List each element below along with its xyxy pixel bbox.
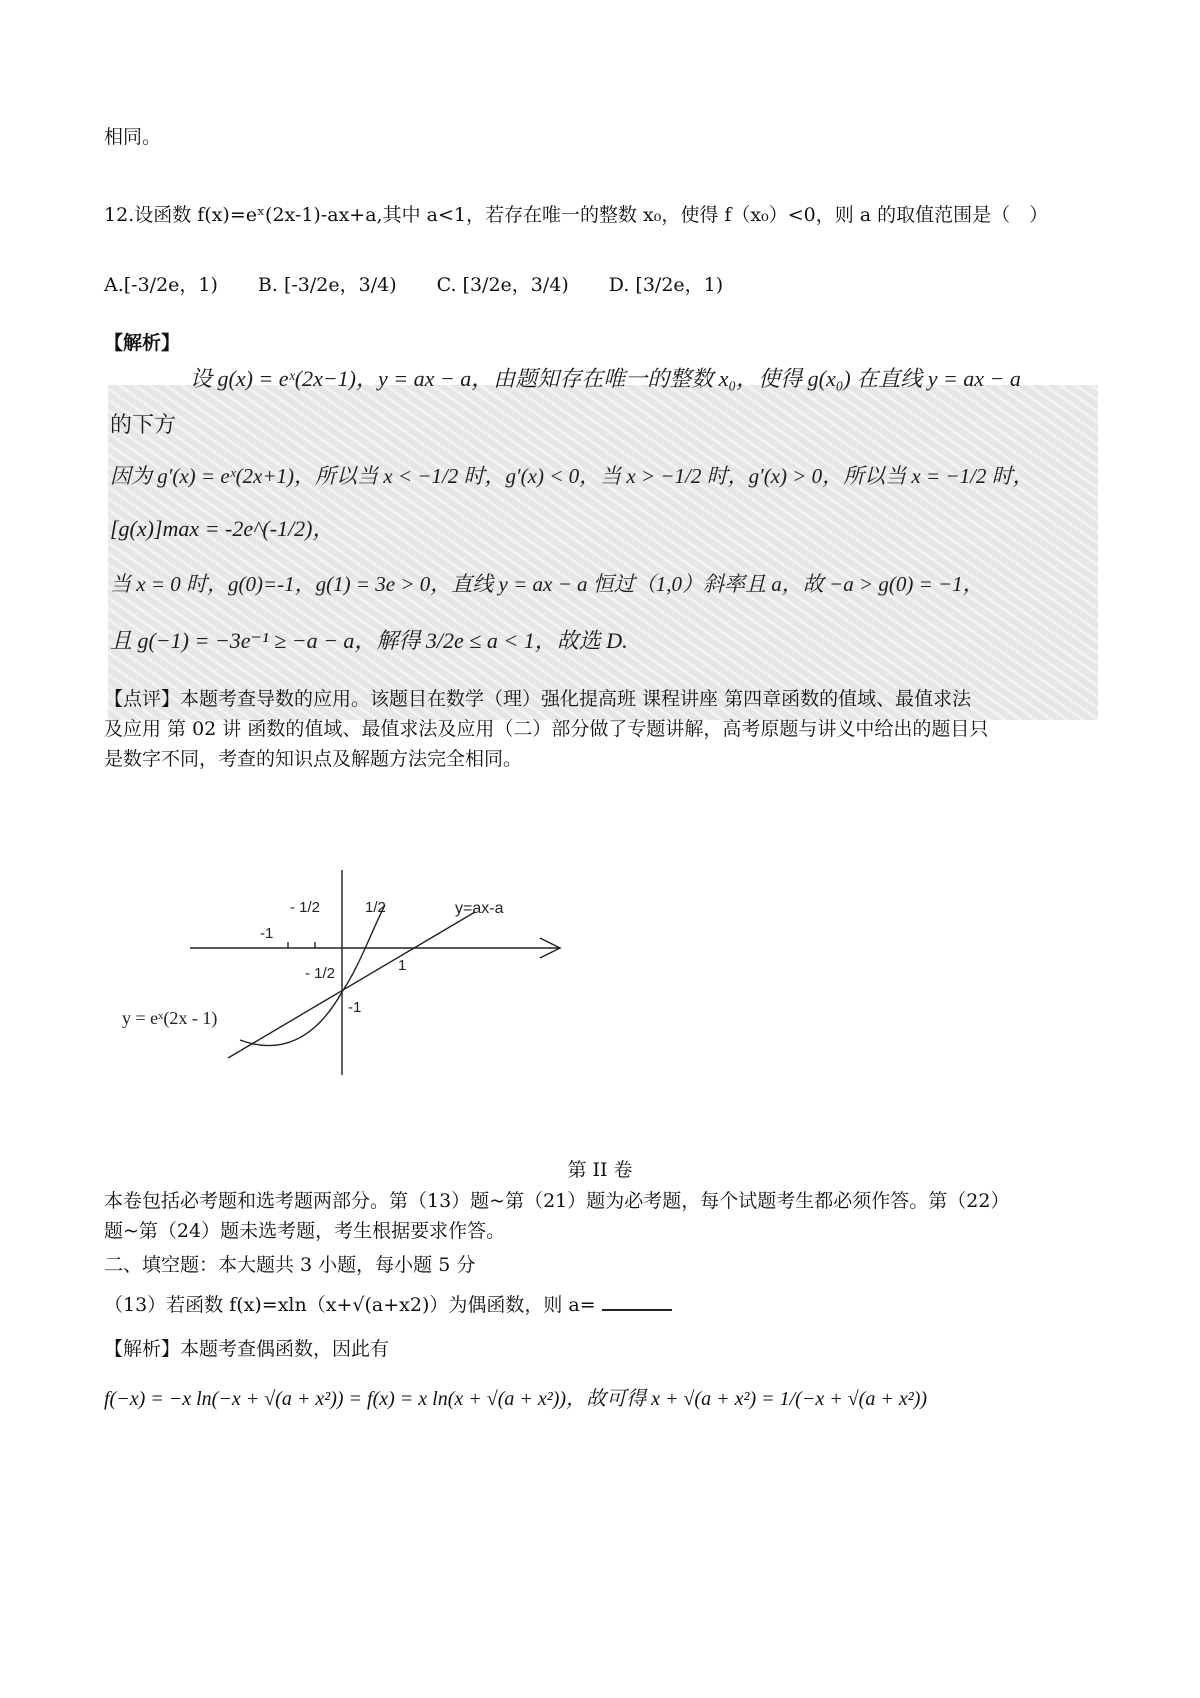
label-neg1: -1 — [260, 925, 274, 942]
comment-line-3: 是数字不同，考查的知识点及解题方法完全相同。 — [104, 748, 523, 770]
section-intro-1: 本卷包括必考题和选考题两部分。第（13）题~第（21）题为必考题，每个试题考生都必须作答。第（22） — [104, 1190, 1010, 1212]
comment-line-1: 【点评】本题考查导数的应用。该题目在数学（理）强化提高班 课程讲座 第四章函数的值域、最值求法 — [104, 688, 972, 710]
question-13-formula: f(−x) = −x ln(−x + √(a + x²)) = f(x) = x ln(x + √(a + x²))，故可得 x + √(a + x²) = 1/(−x + √(a + x²)) — [104, 1388, 928, 1410]
paragraph-fragment: 相同。 — [104, 126, 162, 148]
option-c: C. [3/2e，3/4) — [436, 274, 569, 296]
analysis-label: 【解析】 — [104, 332, 181, 354]
label-one: 1 — [398, 957, 407, 974]
fill-in-heading: 二、填空题：本大题共 3 小题，每小题 5 分 — [104, 1254, 476, 1276]
label-neg-half-bottom: - 1/2 — [305, 965, 336, 982]
analysis-line-4: [g(x)]max = -2e^(-1/2)， — [110, 516, 335, 541]
comment-line-2: 及应用 第 02 讲 函数的值域、最值求法及应用（二）部分做了专题讲解，高考原题与讲义中给出的题目只 — [104, 718, 989, 740]
label-neg1-y: -1 — [348, 999, 362, 1016]
question-13-analysis: 【解析】本题考查偶函数，因此有 — [104, 1338, 390, 1360]
label-curve: y = eˣ(2x - 1) — [122, 1008, 218, 1028]
analysis-line-2: 的下方 — [110, 413, 177, 438]
answer-blank[interactable] — [602, 1291, 672, 1311]
label-line: y=ax-a — [455, 900, 504, 917]
question-13 — [104, 1290, 672, 1317]
label-half: 1/2 — [365, 899, 386, 916]
question-12-options — [104, 270, 723, 297]
question-12-stem: 12.设函数 f(x)=eˣ(2x-1)-ax+a,其中 a<1，若存在唯一的整数 x₀，使得 f（x₀）<0，则 a 的取值范围是（ ） — [104, 204, 1049, 226]
option-a: A.[-3/2e，1) — [104, 274, 218, 296]
label-neg-half-top: - 1/2 — [290, 899, 321, 916]
analysis-line-5: 当 x = 0 时，g(0)=-1，g(1) = 3e > 0，直线 y = ax − a 恒过（1,0）斜率且 a，故 −a > g(0) = −1， — [110, 572, 984, 596]
question-13-stem: （13）若函数 f(x)=xln（x+√(a+x2)）为偶函数，则 a= — [104, 1294, 596, 1316]
function-graph — [110, 870, 590, 1170]
option-b: B. [-3/2e，3/4) — [257, 274, 397, 296]
section-intro-2: 题~第（24）题未选考题，考生根据要求作答。 — [104, 1220, 506, 1242]
analysis-scan-image — [108, 385, 1098, 720]
analysis-line-1: 设 g(x) = eˣ(2x−1)，y = ax − a，由题知存在唯一的整数 x₀，使得 g(x₀) 在直线 y = ax − a — [190, 366, 1021, 391]
analysis-line-3: 因为 g′(x) = eˣ(2x+1)，所以当 x < −1/2 时，g′(x) < 0，当 x > −1/2 时，g′(x) > 0，所以当 x = −1/2 时， — [110, 464, 1034, 488]
analysis-line-6: 且 g(−1) = −3e⁻¹ ≥ −a − a，解得 3/2e ≤ a < 1，故选 D. — [110, 628, 628, 653]
option-d: D. [3/2e，1) — [608, 274, 724, 296]
section-title: 第 II 卷 — [567, 1159, 633, 1181]
